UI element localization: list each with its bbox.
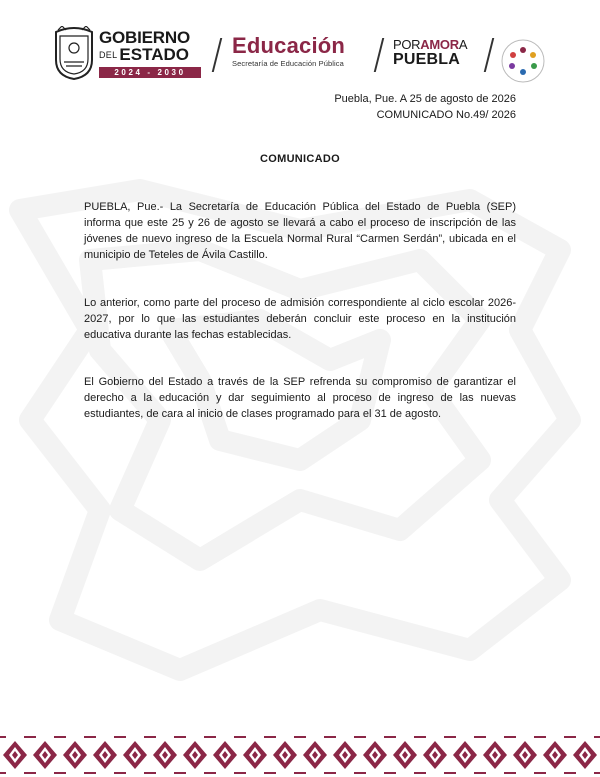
letterhead [0, 18, 600, 88]
gobierno-del: DEL [99, 50, 118, 61]
state-seal-icon [54, 26, 94, 80]
educacion-title: Educación [232, 33, 346, 58]
body-paragraph: El Gobierno del Estado a través de la SEP refrenda su compromiso de garantizar el derecho a la educación y dar seguimiento al proceso de ingreso de las nuevas estudiantes, de cara al inicio de clases programado para el 31 de agosto. [84, 376, 516, 420]
amor-line1 [393, 38, 479, 52]
divider [212, 38, 222, 72]
decorative-footer-border [0, 735, 600, 775]
amor-a: A [458, 37, 468, 52]
gobierno-line2 [99, 46, 205, 64]
bulletin-number: COMUNICADO No.49/ 2026 [376, 109, 516, 121]
amor-por: POR [393, 37, 421, 52]
place-date: Puebla, Pue. A 25 de agosto de 2026 [334, 93, 516, 105]
educacion-logo [232, 34, 345, 69]
document-meta [334, 91, 516, 123]
gobierno-years: 2024 - 2030 [99, 67, 201, 78]
divider [484, 38, 494, 72]
amor-amor: AMOR [420, 37, 459, 52]
document-title: COMUNICADO [260, 153, 340, 165]
gobierno-line1: GOBIERNO [99, 28, 190, 47]
body-paragraph: Lo anterior, como parte del proceso de admisión correspondiente al ciclo escolar 2026-2027, por lo que las estudiantes deberán concluir este proceso en la institución educativa durante las fechas establecidas. [84, 297, 516, 341]
educacion-subtitle: Secretaría de Educación Pública [232, 59, 344, 68]
por-amor-a-puebla-logo [393, 38, 479, 68]
gobierno-logo [99, 29, 205, 78]
divider [374, 38, 384, 72]
body-paragraph: PUEBLA, Pue.- La Secretaría de Educación Pública del Estado de Puebla (SEP) informa que este 25 y 26 de agosto se llevará a cabo el proceso de inscripción de las jóvenes de nuevo ingreso de la Escuela Normal Rural “Carmen Serdán”, ubicada en el municipio de Teteles de Ávila Castillo. [84, 201, 516, 261]
institution-circle-icon [500, 38, 546, 84]
gobierno-estado: ESTADO [119, 45, 189, 64]
amor-puebla: PUEBLA [393, 51, 460, 68]
